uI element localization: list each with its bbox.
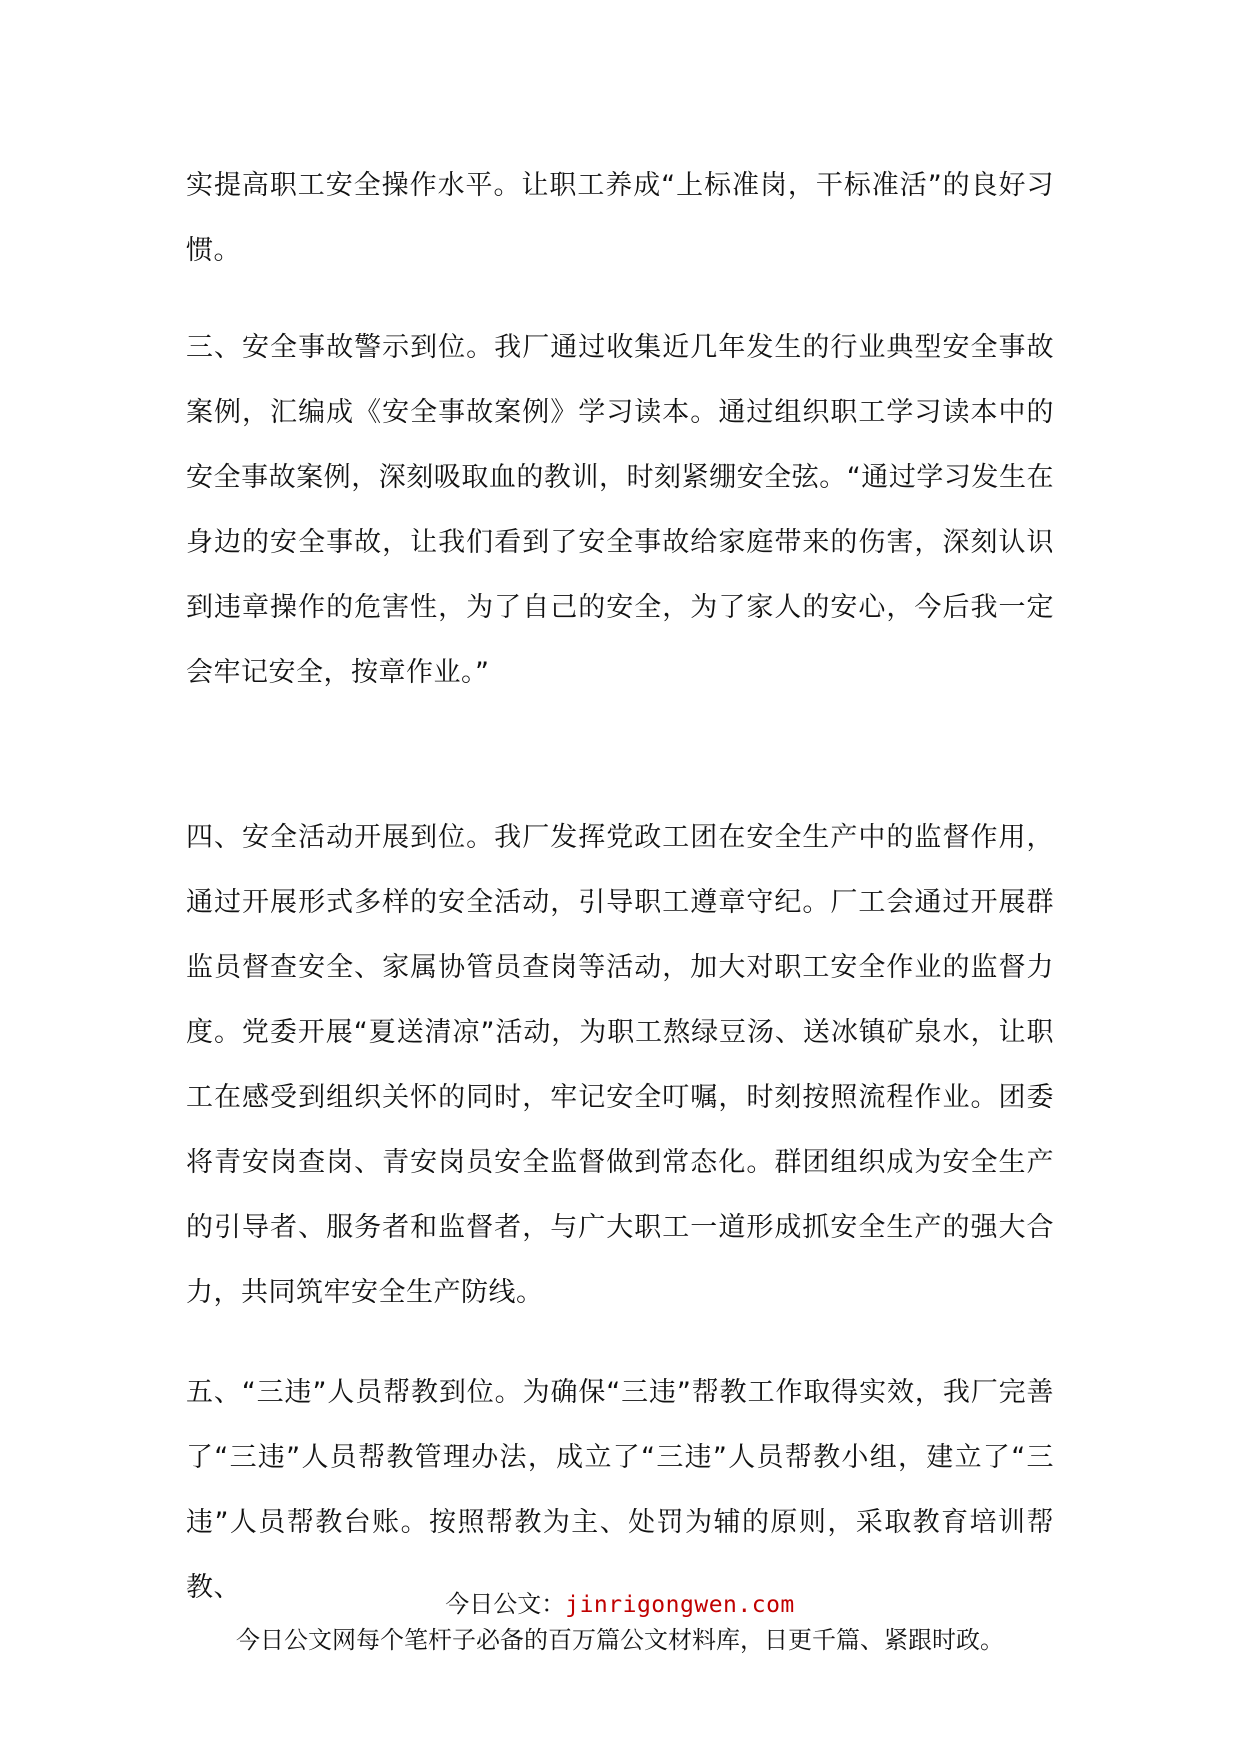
paragraph-1: 实提高职工安全操作水平。让职工养成“上标准岗，干标准活”的良好习惯。 [186, 170, 1054, 266]
paragraph-2: 三、安全事故警示到位。我厂通过收集近几年发生的行业典型安全事故案例，汇编成《安全事故案例》学习读本。通过组织职工学习读本中的安全事故案例，深刻吸取血的教训，时刻紧绷安全弦。“通过学习发生在身边的安全事故，让我们看到了安全事故给家庭带来的伤害，深刻认识到违章操作的危害性，为了自己的安全，为了家人的安心，今后我一定会牢记安全，按章作业。” [186, 332, 1054, 688]
footer-site-url[interactable]: jinrigongwen.com [565, 1592, 795, 1618]
paragraph-4: 五、“三违”人员帮教到位。为确保“三违”帮教工作取得实效，我厂完善了“三违”人员帮教管理办法，成立了“三违”人员帮教小组，建立了“三违”人员帮教台账。按照帮教为主、处罚为辅的原则，采取教育培训帮教、 [186, 1377, 1054, 1603]
footer-slogan: 今日公文网每个笔杆子必备的百万篇公文材料库，日更千篇、紧跟时政。 [236, 1626, 1004, 1654]
footer-site-label: 今日公文： [445, 1590, 566, 1618]
paragraph-3: 四、安全活动开展到位。我厂发挥党政工团在安全生产中的监督作用，通过开展形式多样的安全活动，引导职工遵章守纪。厂工会通过开展群监员督查安全、家属协管员查岗等活动，加大对职工安全作业的监督力度。党委开展“夏送清凉”活动，为职工熬绿豆汤、送冰镇矿泉水，让职工在感受到组织关怀的同时，牢记安全叮嘱，时刻按照流程作业。团委将青安岗查岗、青安岗员安全监督做到常态化。群团组织成为安全生产的引导者、服务者和监督者，与广大职工一道形成抓安全生产的强大合力，共同筑牢安全生产防线。 [186, 822, 1054, 1308]
footer-site [0, 1588, 1240, 1621]
